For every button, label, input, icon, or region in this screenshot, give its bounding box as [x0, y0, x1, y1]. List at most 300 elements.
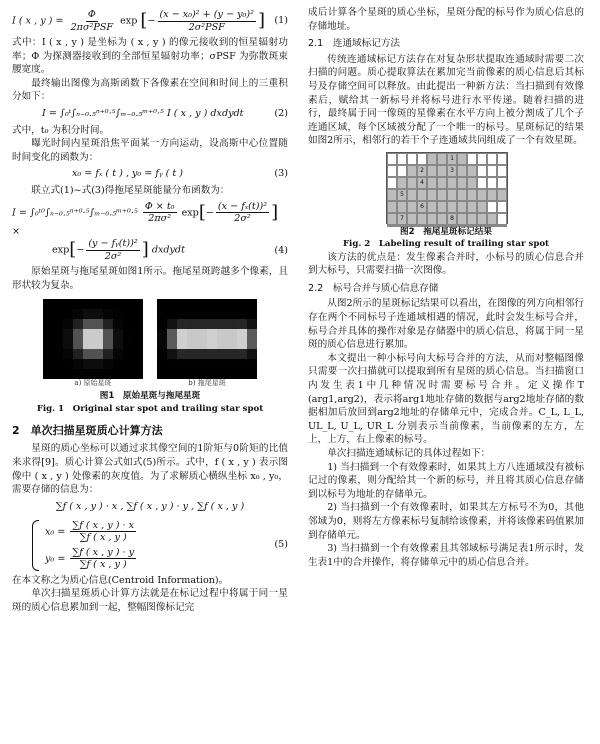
pixel: [177, 349, 187, 359]
pixel: [43, 369, 53, 379]
eq5-y-den: ∑f ( x , y ): [79, 559, 127, 571]
eq4-exp2: exp: [52, 244, 70, 256]
eq4-number: (4): [274, 244, 288, 256]
pixel: [217, 329, 227, 339]
pixel: [187, 329, 197, 339]
pixel: [197, 359, 207, 369]
pixel: [227, 369, 237, 379]
grid-cell: [487, 189, 497, 201]
trailing-star-spot-image: [157, 299, 257, 379]
pixel: [103, 329, 113, 339]
grid-cell: [477, 153, 487, 165]
grid-cell: [457, 213, 467, 225]
grid-cell: [397, 201, 407, 213]
pixel: [63, 309, 73, 319]
right-column: [308, 6, 584, 570]
grid-cell: 1: [447, 153, 457, 165]
eq4-times: ×: [12, 225, 21, 237]
fig1-caption-cn: 图1 原始星斑与拖尾星斑: [99, 391, 201, 402]
pixel: [197, 309, 207, 319]
pixel: [133, 359, 143, 369]
pixel: [43, 319, 53, 329]
section-heading-2-2: 2.2 标号合并与质心信息存储: [308, 282, 439, 294]
pixel: [123, 359, 133, 369]
pixel: [133, 369, 143, 379]
pixel: [207, 369, 217, 379]
pixel: [247, 359, 257, 369]
equation-5: [12, 517, 288, 574]
grid-cell: [407, 165, 417, 177]
pixel: [217, 299, 227, 309]
grid-cell: [407, 153, 417, 165]
equation-3: [12, 167, 288, 181]
eq1-inner-num: (x − x₀)² + (y − y₀)²: [159, 9, 254, 20]
grid-cell: [497, 165, 507, 177]
eq4-tail: dxdydt: [151, 244, 185, 256]
grid-cell: [407, 189, 417, 201]
pixel: [227, 359, 237, 369]
eq1-den: 2πσ²PSF: [70, 21, 114, 33]
grid-cell: [467, 153, 477, 165]
pixel: [63, 299, 73, 309]
pixel: [123, 309, 133, 319]
grid-cell: [467, 201, 477, 213]
pixel: [73, 319, 83, 329]
pixel: [177, 369, 187, 379]
pixel: [177, 309, 187, 319]
pixel: [237, 339, 247, 349]
pixel: [197, 329, 207, 339]
eq5-y-num: ∑f ( x , y ) · y: [72, 546, 135, 558]
pixel: [167, 299, 177, 309]
fig1-subcaption-b: b) 拖尾星斑: [188, 378, 226, 387]
pixel: [237, 329, 247, 339]
grid-cell: [467, 165, 477, 177]
grid-cell: [397, 153, 407, 165]
grid-cell: [477, 189, 487, 201]
pixel: [123, 319, 133, 329]
pixel: [53, 369, 63, 379]
pixel: [187, 319, 197, 329]
grid-cell: 2: [417, 165, 427, 177]
grid-cell: [387, 225, 397, 227]
grid-cell: [447, 201, 457, 213]
pixel: [113, 339, 123, 349]
paragraph: 单次扫描星斑质心计算方法就是在标记过程中将属于同一星斑的质心信息累加到一起，整幅图像标记完: [12, 588, 288, 613]
pixel: [247, 339, 257, 349]
pixel: [83, 359, 93, 369]
grid-cell: [407, 177, 417, 189]
pixel: [187, 309, 197, 319]
pixel: [73, 369, 83, 379]
pixel: [133, 309, 143, 319]
pixel: [197, 319, 207, 329]
pixel: [53, 329, 63, 339]
pixel: [197, 299, 207, 309]
left-column: [12, 6, 288, 614]
pixel: [73, 349, 83, 359]
grid-cell: 4: [417, 177, 427, 189]
grid-cell: [467, 189, 477, 201]
fig1-subcaption-a: a) 原始星斑: [74, 378, 112, 387]
pixel: [93, 349, 103, 359]
paragraph: 式中：I ( x , y ) 是坐标为 ( x , y ) 的像元接收到的恒星辐射功率；Φ 为探测器接收到的全部恒星辐射功率；σPSF 为弥散斑束腰宽度。: [12, 37, 288, 76]
eq1-inner-den: 2σ²PSF: [188, 21, 225, 33]
pixel: [73, 329, 83, 339]
pixel: [53, 339, 63, 349]
paragraph: 联立式(1)~式(3)得拖尾星斑能量分布函数为：: [31, 185, 230, 197]
grid-cell: [487, 177, 497, 189]
eq4-exp1: exp: [181, 207, 199, 219]
pixel: [167, 319, 177, 329]
eq5-x-den: ∑f ( x , y ): [79, 532, 127, 544]
grid-cell: [467, 177, 477, 189]
pixel: [177, 299, 187, 309]
pixel: [247, 329, 257, 339]
pixel: [53, 309, 63, 319]
grid-cell: [427, 177, 437, 189]
paragraph: 单次扫描连通域标记的具体过程如下：: [327, 448, 491, 460]
grid-cell: 5: [397, 189, 407, 201]
pixel: [73, 309, 83, 319]
pixel: [63, 349, 73, 359]
pixel: [187, 339, 197, 349]
grid-cell: [497, 189, 507, 201]
pixel: [207, 299, 217, 309]
pixel: [113, 359, 123, 369]
pixel: [167, 359, 177, 369]
grid-cell: [387, 189, 397, 201]
eq4-i1-num: (x − fₓ(t))²: [217, 200, 268, 212]
grid-cell: [417, 189, 427, 201]
eq1-lhs: I ( x , y ) =: [12, 15, 64, 27]
equation-2: [12, 107, 288, 121]
pixel: [157, 319, 167, 329]
equation-1: I ( x , y ) = $\frac{\Phi}{\text{2πσ²PSF}}$ exp [− $\frac{\text{(x − x₀)² + (y − y₀)²}}{\text{2σ²PSF}}$ ] (1): [12, 9, 288, 33]
pixel: [103, 369, 113, 379]
pixel: [63, 369, 73, 379]
pixel: [93, 329, 103, 339]
paragraph: 成后计算各个星斑的质心坐标，星斑分配的标号作为质心信息的存储地址。: [308, 7, 584, 32]
pixel: [167, 309, 177, 319]
pixel: [113, 369, 123, 379]
pixel: [177, 329, 187, 339]
pixel: [197, 369, 207, 379]
pixel: [247, 309, 257, 319]
fig2-caption-cn: 图2 拖尾星斑标记结果: [400, 227, 492, 238]
pixel: [247, 349, 257, 359]
pixel: [227, 319, 237, 329]
grid-cell: [427, 213, 437, 225]
figure-2: [386, 152, 506, 224]
pixel: [217, 359, 227, 369]
grid-cell: [457, 201, 467, 213]
pixel: [73, 359, 83, 369]
pixel: [177, 339, 187, 349]
pixel: [103, 309, 113, 319]
pixel: [103, 359, 113, 369]
eq3-body: x₀ = fₓ ( t ) , y₀ = fᵧ ( t ): [72, 168, 184, 180]
paragraph: 式中，t₀ 为积分时间。: [12, 124, 110, 136]
eq2-number: (2): [274, 108, 288, 120]
grid-cell: [427, 201, 437, 213]
pixel: [53, 359, 63, 369]
pixel: [83, 339, 93, 349]
pixel: [113, 309, 123, 319]
pixel: [187, 359, 197, 369]
grid-cell: [447, 189, 457, 201]
pixel: [123, 329, 133, 339]
grid-cell: [477, 213, 487, 225]
pixel: [133, 339, 143, 349]
grid-cell: [457, 177, 467, 189]
pixel: [123, 299, 133, 309]
pixel: [113, 349, 123, 359]
eq4-i2-den: 2σ²: [104, 250, 122, 262]
pixel: [113, 319, 123, 329]
paragraph: 在本文称之为质心信息(Centroid Information)。: [12, 574, 229, 586]
pixel: [83, 309, 93, 319]
pixel: [187, 299, 197, 309]
eq4-num: Φ × t₀: [144, 200, 175, 212]
pixel: [113, 299, 123, 309]
pixel: [123, 339, 133, 349]
fig2-caption-en: Fig. 2 Labeling result of trailing star spot: [342, 239, 550, 250]
pixel: [247, 369, 257, 379]
paragraph: 从图2所示的星斑标记结果可以看出，在图像的列方向相邻行存在两个不同标号子连通域相遇的情况，此时会发生标号合并，标号合并具体的操作对象是存储器中的质心信息，将属于同一星斑的质心信息进行累加。: [308, 298, 584, 351]
pixel: [217, 339, 227, 349]
pixel: [177, 359, 187, 369]
grid-cell: [437, 177, 447, 189]
grid-cell: [497, 213, 507, 225]
grid-cell: [387, 201, 397, 213]
pixel: [53, 299, 63, 309]
eq5-x-num: ∑f ( x , y ) · x: [72, 519, 134, 531]
pixel: [103, 319, 113, 329]
grid-cell: 3: [447, 165, 457, 177]
pixel: [207, 359, 217, 369]
grid-cell: [437, 165, 447, 177]
eq5-x-lhs: x₀ =: [45, 526, 66, 538]
pixel: [43, 309, 53, 319]
equation-5-top: [12, 500, 288, 514]
grid-cell: [387, 165, 397, 177]
grid-cell: 7: [397, 213, 407, 225]
grid-cell: [487, 213, 497, 225]
pixel: [167, 339, 177, 349]
grid-cell: [497, 177, 507, 189]
eq2-body: I = ∫₀ᵗ∫ₙ₋₀.₅ⁿ⁺⁰·⁵∫ₘ₋₀.₅ᵐ⁺⁰·⁵ I ( x , y ) dxdydt: [42, 108, 244, 120]
eq4-i1-den: 2σ²: [234, 213, 251, 225]
pixel: [177, 319, 187, 329]
equation-4: I = ∫₀ᵗ⁰∫ₙ₋₀.₅ⁿ⁺⁰·⁵∫ₘ₋₀.₅ᵐ⁺⁰·⁵ $\frac{\text{Φ × t₀}}{\text{2πσ²}}$ exp[− $\frac{\text{(x − fₓ(t))²}}{\text{2σ²}}$ ] × exp[− $\frac{\text{(y − fᵧ(t))²}}{\text{2σ²}}$ ] dxdydt (4): [12, 200, 288, 262]
eq5-y-lhs: y₀ =: [45, 553, 66, 565]
eq5-top: ∑f ( x , y ) · x , ∑f ( x , y ) · y , ∑f ( x , y ): [55, 500, 245, 512]
eq1-number: (1): [274, 15, 288, 27]
pixel: [83, 319, 93, 329]
eq4-i2-num: (y − fᵧ(t))²: [88, 238, 138, 250]
pixel: [197, 339, 207, 349]
pixel: [247, 319, 257, 329]
pixel: [53, 349, 63, 359]
labeling-grid: [386, 152, 508, 224]
pixel: [167, 349, 177, 359]
pixel: [237, 369, 247, 379]
grid-cell: [407, 213, 417, 225]
pixel: [217, 369, 227, 379]
pixel: [207, 349, 217, 359]
grid-cell: [427, 153, 437, 165]
grid-cell: [387, 177, 397, 189]
eq1-exp: exp: [120, 15, 138, 27]
figure-1: [12, 299, 288, 389]
grid-cell: [487, 165, 497, 177]
grid-cell: [487, 201, 497, 213]
pixel: [207, 339, 217, 349]
fig1-caption-en: Fig. 1 Original star spot and trailing star spot: [36, 403, 264, 414]
eq1-num: Φ: [87, 9, 96, 20]
pixel: [207, 329, 217, 339]
pixel: [63, 339, 73, 349]
paragraph: 2) 当扫描到一个有效像素时，如果其左方标号不为0，其他邻域为0，则将左方像素标号复制给该像素，并将该像素码值累加到存储单元。: [308, 502, 584, 541]
paragraph: 本文提出一种小标号向大标号合并的方法，从而对整幅图像只需要一次扫描就可以提取到所有星斑的质心信息。当扫描窗口内发生表1中几种情况时需要标号合并。定义操作T (arg1,arg2)，表示将arg1地址存储的数据与arg2地址存储的数据相加后放回到arg2地址的存储单元中，完成合并。C_L, L_L, UL_L, U_L, UR_L 分别表示当前像素，当前像素的左方，左上，上方，右上像素的标号。: [308, 352, 584, 446]
pixel: [133, 299, 143, 309]
pixel: [123, 349, 133, 359]
grid-cell: [397, 177, 407, 189]
paragraph: 最终输出图像为高斯函数下各像素在空间和时间上的三重积分如下：: [12, 77, 288, 103]
paragraph: 星斑的质心坐标可以通过求其像空间的1阶矩与0阶矩的比值来求得[9]。质心计算公式如式(5)所示。式中，f ( x , y ) 表示图像中 ( x , y ) 处像素的灰度值。为了求解质心横纵坐标 x₀ , y₀，需要存储的信息为：: [12, 443, 288, 496]
pixel: [157, 329, 167, 339]
grid-cell: [477, 177, 487, 189]
pixel: [157, 359, 167, 369]
original-star-spot-image: [43, 299, 143, 379]
grid-cell: [457, 165, 467, 177]
pixel: [227, 339, 237, 349]
pixel: [167, 329, 177, 339]
pixel: [93, 299, 103, 309]
pixel: [207, 319, 217, 329]
grid-cell: [427, 165, 437, 177]
pixel: [53, 319, 63, 329]
pixel: [103, 349, 113, 359]
grid-cell: [427, 189, 437, 201]
pixel: [197, 349, 207, 359]
paragraph: 1) 当扫描到一个有效像素时，如果其上方八连通域没有被标记过的像素，则分配给其一个新的标号，并且将其质心信息存储到以标号为地址的存储单元。: [308, 461, 584, 500]
paragraph: 原始星斑与拖尾星斑如图1所示。拖尾星斑跨越多个像素，且形状较为复杂。: [12, 266, 288, 291]
eq3-number: (3): [274, 168, 288, 180]
grid-cell: [497, 153, 507, 165]
grid-cell: [397, 165, 407, 177]
pixel: [43, 359, 53, 369]
paragraph: 曝光时间内星斑沿焦平面某一方向运动，设高斯中心位置随时间变化的函数为：: [12, 138, 288, 163]
grid-cell: [407, 201, 417, 213]
pixel: [227, 329, 237, 339]
grid-cell: [387, 213, 397, 225]
pixel: [227, 349, 237, 359]
grid-cell: [487, 153, 497, 165]
pixel: [187, 349, 197, 359]
pixel: [93, 309, 103, 319]
grid-cell: [437, 213, 447, 225]
section-heading-2: 2 单次扫描星斑质心计算方法: [12, 423, 163, 437]
grid-cell: [497, 201, 507, 213]
pixel: [217, 319, 227, 329]
grid-cell: [437, 201, 447, 213]
pixel: [113, 329, 123, 339]
pixel: [63, 329, 73, 339]
grid-cell: [457, 189, 467, 201]
pixel: [93, 369, 103, 379]
pixel: [157, 349, 167, 359]
grid-cell: [477, 201, 487, 213]
pixel: [157, 299, 167, 309]
pixel: [237, 349, 247, 359]
paragraph: 3) 当扫描到一个有效像素且其邻域标号满足表1所示时，发生表1中的合并操作，将存储单元中的质心信息合并。: [308, 543, 584, 568]
pixel: [237, 359, 247, 369]
pixel: [133, 319, 143, 329]
pixel: [157, 369, 167, 379]
pixel: [217, 349, 227, 359]
eq4-integral: I = ∫₀ᵗ⁰∫ₙ₋₀.₅ⁿ⁺⁰·⁵∫ₘ₋₀.₅ᵐ⁺⁰·⁵: [12, 207, 138, 219]
pixel: [93, 359, 103, 369]
eq4-den: 2πσ²: [148, 213, 172, 225]
pixel: [83, 329, 93, 339]
pixel: [83, 349, 93, 359]
pixel: [83, 369, 93, 379]
pixel: [157, 309, 167, 319]
pixel: [237, 299, 247, 309]
pixel: [63, 359, 73, 369]
pixel: [227, 299, 237, 309]
pixel: [43, 329, 53, 339]
pixel: [237, 319, 247, 329]
pixel: [217, 309, 227, 319]
pixel: [43, 349, 53, 359]
pixel: [103, 339, 113, 349]
grid-cell: 8: [447, 213, 457, 225]
pixel: [227, 309, 237, 319]
pixel: [237, 309, 247, 319]
pixel: [43, 339, 53, 349]
pixel: [247, 299, 257, 309]
grid-cell: 6: [417, 201, 427, 213]
pixel: [73, 339, 83, 349]
paragraph: 该方法的优点是：发生像素合并时，小标号的质心信息合并到大标号，只需要扫描一次图像。: [308, 251, 584, 277]
paragraph: 传统连通域标记方法存在对复杂形状提取连通域时需要二次扫描的问题。质心提取算法在累加完当前像素的质心信息后其标号及存储空间可以释放。由此提出一种新方法：当扫描到有效像素后，赋给其一新标号并将标号进行水平传递。随着扫描的进行，最终属于同一像斑的星像素在水平方向上被分割成了几个子连通区域，每个区域被分配了一个唯一的标号。星斑标记的结果如图2所示，相邻行的若干个子连通域共同组成了一个有效星斑。: [308, 53, 584, 147]
pixel: [133, 329, 143, 339]
grid-cell: [437, 153, 447, 165]
grid-cell: [467, 213, 477, 225]
grid-cell: [477, 165, 487, 177]
pixel: [157, 339, 167, 349]
grid-cell: [437, 189, 447, 201]
pixel: [43, 299, 53, 309]
section-heading-2-1: 2.1 连通域标记方法: [308, 38, 401, 50]
pixel: [93, 339, 103, 349]
pixel: [167, 369, 177, 379]
grid-cell: [447, 177, 457, 189]
pixel: [123, 369, 133, 379]
pixel: [73, 299, 83, 309]
pixel: [63, 319, 73, 329]
pixel: [93, 319, 103, 329]
pixel: [133, 349, 143, 359]
grid-cell: [497, 225, 507, 227]
grid-cell: [387, 153, 397, 165]
grid-cell: [457, 153, 467, 165]
grid-cell: [417, 153, 427, 165]
pixel: [103, 299, 113, 309]
